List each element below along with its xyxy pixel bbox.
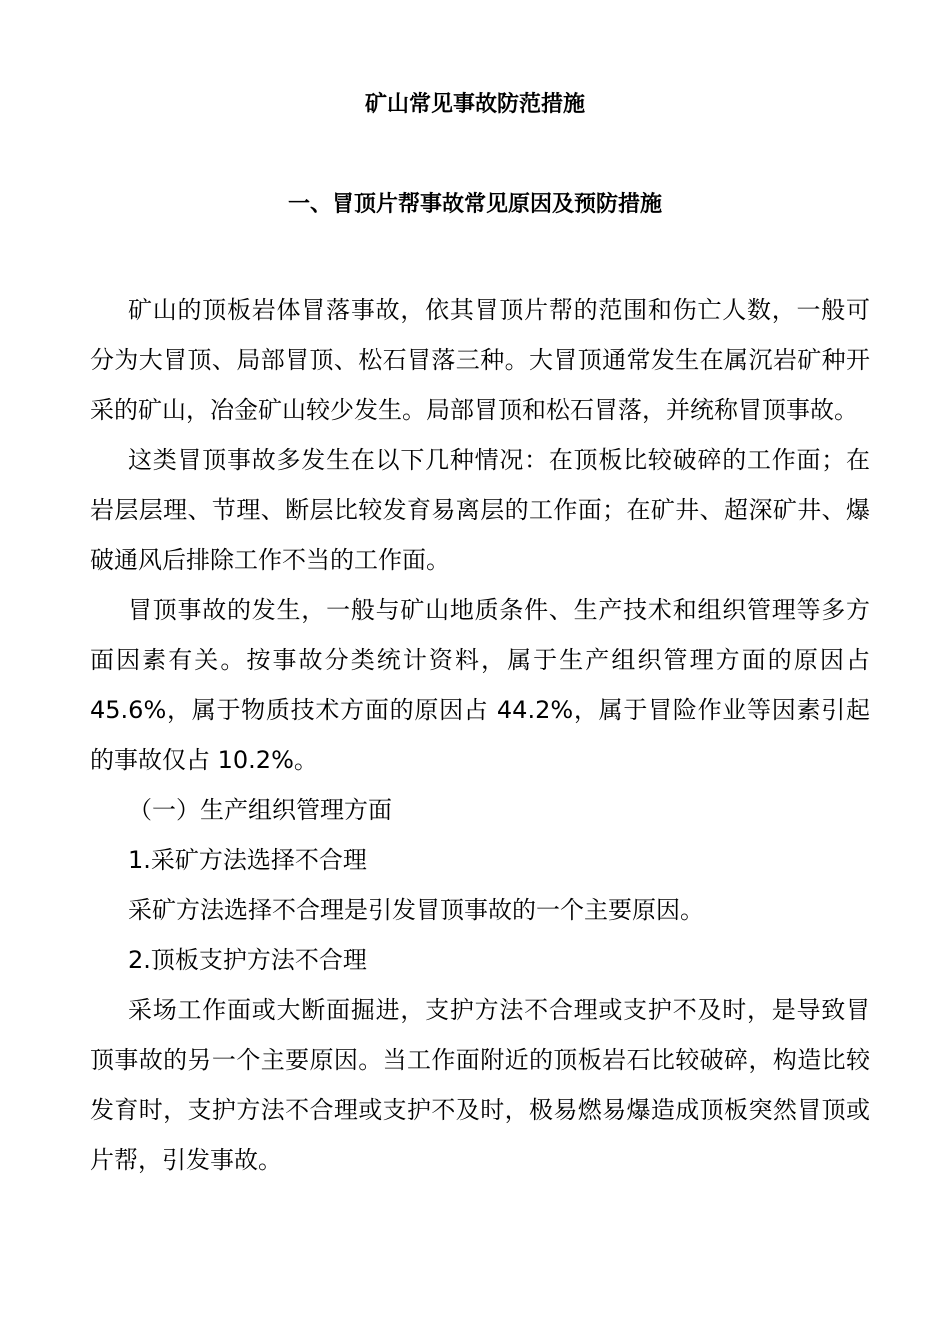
subheading-roof-support: 2.顶板支护方法不合理 xyxy=(128,946,367,974)
paragraph-cause-statistics: 冒顶事故的发生，一般与矿山地质条件、生产技术和组织管理等多方面因素有关。按事故分类统计资料，属于生产组织管理方面的原因占 45.6%，属于物质技术方面的原因占 44.2%，属于冒险作业等因素引起的事故仅占 10.2%。 xyxy=(90,596,870,774)
paragraph-roof-support: 采场工作面或大断面掘进，支护方法不合理或支护不及时，是导致冒顶事故的另一个主要原因。当工作面附近的顶板岩石比较破碎，构造比较发育时，支护方法不合理或支护不及时，极易燃易爆造成顶板突然冒顶或片帮，引发事故。 xyxy=(90,996,870,1174)
document-title: 矿山常见事故防范措施 xyxy=(364,92,585,117)
paragraph-roof-fall-types: 矿山的顶板岩体冒落事故，依其冒顶片帮的范围和伤亡人数，一般可分为大冒顶、局部冒顶、松石冒落三种。大冒顶通常发生在属沉岩矿种开采的矿山，冶金矿山较少发生。局部冒顶和松石冒落，并统称冒顶事故。 xyxy=(90,296,870,424)
section-title: 一、冒顶片帮事故常见原因及预防措施 xyxy=(287,192,662,217)
subheading-mining-method: 1.采矿方法选择不合理 xyxy=(128,846,367,874)
paragraph-occurrence-conditions: 这类冒顶事故多发生在以下几种情况：在顶板比较破碎的工作面；在岩层层理、节理、断层比较发育易离层的工作面；在矿井、超深矿井、爆破通风后排除工作不当的工作面。 xyxy=(90,446,870,574)
document-body xyxy=(90,285,870,1185)
paragraph-mining-method: 采矿方法选择不合理是引发冒顶事故的一个主要原因。 xyxy=(128,896,704,924)
subheading-management: （一）生产组织管理方面 xyxy=(128,796,392,824)
